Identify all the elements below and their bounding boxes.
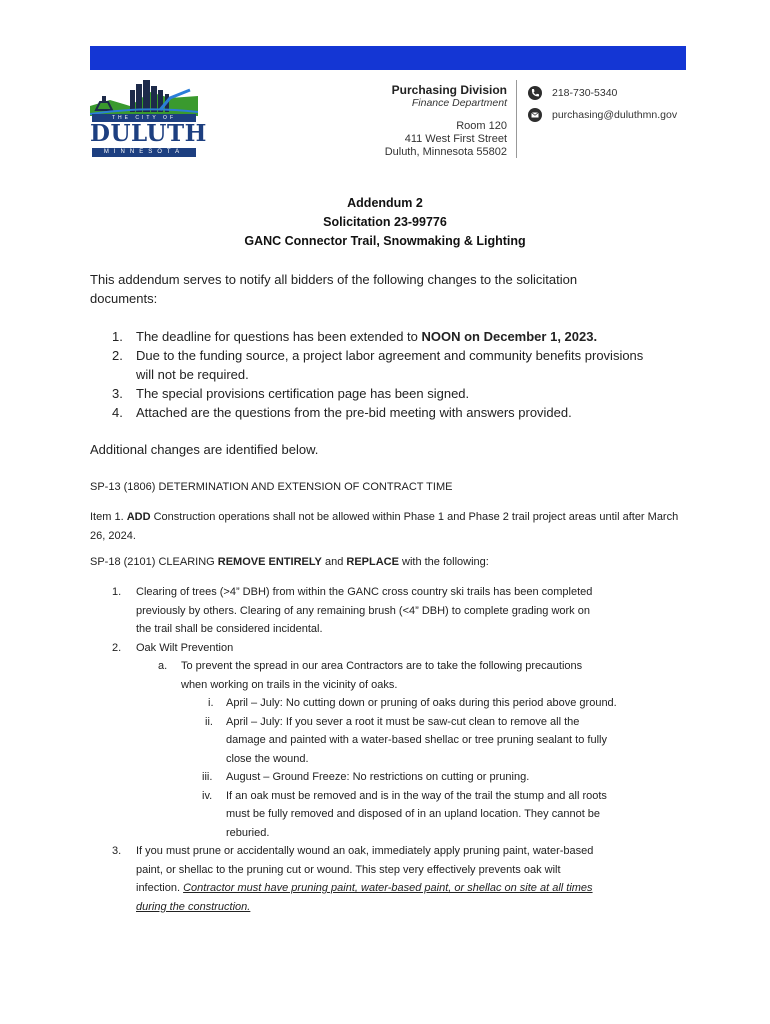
changes-list [90, 327, 650, 422]
sp18-heading: SP-18 (2101) CLEARING REMOVE ENTIRELY and REPLACE with the following: [90, 556, 489, 568]
list-item: 2. Due to the funding source, a project labor agreement and community benefits provisions will not be required. [112, 348, 644, 382]
phone-contact [528, 86, 617, 100]
header-color-bar [90, 46, 686, 70]
department-name: Finance Department [411, 97, 507, 109]
header-divider [516, 80, 517, 158]
division-name: Purchasing Division [391, 83, 507, 97]
phone-number: 218-730-5340 [552, 87, 618, 99]
sp13-heading: SP-13 (1806) DETERMINATION AND EXTENSION OF CONTRACT TIME [90, 481, 453, 493]
list-item: 2. Oak Wilt Prevention [112, 641, 234, 654]
street-line: 411 West First Street [404, 133, 507, 145]
emphasized-requirement-end: during the construction. [136, 900, 251, 913]
list-item: a. To prevent the spread in our area Contractors are to take the following precautions when working on trails in the vicinity of oaks. [158, 660, 583, 691]
sp13-item: Item 1. ADD Construction operations shall not be allowed within Phase 1 and Phase 2 trail project areas until after March 26, 2024. [90, 511, 679, 542]
list-item: 3. The special provisions certification page has been signed. [112, 386, 470, 401]
project-name: GANC Connector Trail, Snowmaking & Lighting [244, 234, 526, 248]
emphasized-requirement: Contractor must have pruning paint, water-based paint, or shellac on site at all times [183, 882, 593, 894]
list-item: iii. August – Ground Freeze: No restrictions on cutting or pruning. [202, 771, 530, 783]
list-item: 1. The deadline for questions has been extended to NOON on December 1, 2023. [112, 329, 598, 344]
list-item: 4. Attached are the questions from the pre-bid meeting with answers provided. [112, 405, 572, 420]
list-item: i. April – July: No cutting down or pruning of oaks during this period above ground. [208, 697, 617, 709]
sp18-list [90, 583, 690, 916]
room-line: Room 120 [456, 120, 507, 132]
list-item: 1. Clearing of trees (>4” DBH) from within the GANC cross country ski trails has been completed previously by others. Clearing of any remaining brush (<4” DBH) to complete grading work on the trail shall be considered incidental. [112, 586, 593, 635]
logo-band-text: THE CITY OF [111, 115, 177, 121]
email-address: purchasing@duluthmn.gov [552, 109, 678, 121]
logo-city-name: DULUTH [90, 120, 207, 147]
department-address-block [385, 84, 507, 159]
list-item: ii. April – July: If you sever a root it must be saw-cut clean to remove all the damage and painted with a water-based shellac or tree pruning sealant to fully close the wound. [205, 715, 607, 765]
logo-state-name: MINNESOTA [92, 148, 196, 157]
email-icon [528, 108, 542, 122]
intro-paragraph: This addendum serves to notify all bidders of the following changes to the solicitation documents: [90, 272, 578, 306]
email-contact [528, 108, 677, 122]
solicitation-number: Solicitation 23-99776 [323, 215, 447, 229]
document-title [0, 194, 770, 251]
additional-changes-note: Additional changes are identified below. [90, 442, 319, 457]
list-item: 3. If you must prune or accidentally wound an oak, immediately apply pruning paint, water-based paint, or shellac to the pruning cut or wound. This step very effectively prevents oak wilt infection. Contractor must have pruning paint, water-based paint, or shellac on site at all times during the construction. [112, 845, 594, 913]
city-line: Duluth, Minnesota 55802 [384, 146, 507, 158]
addendum-number: Addendum 2 [347, 196, 423, 210]
phone-icon [528, 86, 542, 100]
city-of-duluth-logo [90, 76, 207, 160]
skyline-graphic [90, 76, 198, 116]
list-item: iv. If an oak must be removed and is in the way of the trail the stump and all roots must be fully removed and disposed of in an upland location. They cannot be reburied. [202, 789, 607, 839]
